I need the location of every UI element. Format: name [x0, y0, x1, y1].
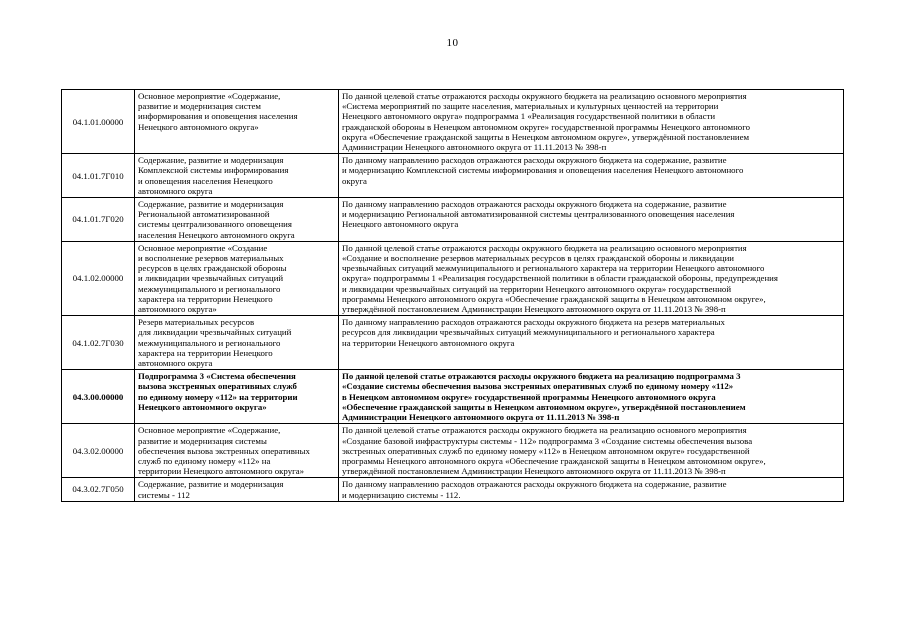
table-row — [62, 90, 844, 154]
table-row — [62, 478, 844, 501]
target-article-name: Основное мероприятие «Содержание, развитие и модернизация систем информирования и оповещения населения Ненецкого автономного округа» — [135, 90, 339, 154]
target-article-description: По данному направлению расходов отражаются расходы окружного бюджета на резерв материальных ресурсов для ликвидации чрезвычайных ситуаций межмуниципального и регионального характера на территории Ненецкого автономного округа — [339, 316, 844, 370]
target-article-description: По данной целевой статье отражаются расходы окружного бюджета на реализацию основного мероприятия «Система мероприятий по защите населения, материальных и культурных ценностей на территории Ненецкого автономного округа» подпрограмма 1 «Реализация государственной политики в области гражданской обороны в Ненецком автономном округе» государственной программы Ненецкого автономного округа «Обеспечение гражданской защиты в Ненецком автономном округе», утверждённой постановлением Администрации Ненецкого автономного округа от 11.11.2013 № 398-п — [339, 90, 844, 154]
target-article-description: По данному направлению расходов отражаются расходы окружного бюджета на содержание, развитие и модернизацию системы - 112. — [339, 478, 844, 501]
table-row — [62, 198, 844, 242]
target-article-code: 04.3.00.00000 — [62, 370, 135, 424]
table-row — [62, 316, 844, 370]
target-article-code: 04.1.01.7Г020 — [62, 198, 135, 242]
target-article-code: 04.1.02.7Г030 — [62, 316, 135, 370]
target-article-name: Содержание, развитие и модернизация Комплексной системы информирования и оповещения населения Ненецкого автономного округа — [135, 154, 339, 198]
target-article-code: 04.3.02.00000 — [62, 424, 135, 478]
budget-classification-table — [61, 89, 844, 502]
target-article-code: 04.3.02.7Г050 — [62, 478, 135, 501]
target-article-code: 04.1.01.7Г010 — [62, 154, 135, 198]
target-article-name: Основное мероприятие «Содержание, развитие и модернизация системы обеспечения вызова экстренных оперативных служб по единому номеру «112» на территории Ненецкого автономного округа» — [135, 424, 339, 478]
target-article-name: Подпрограмма 3 «Система обеспечения вызова экстренных оперативных служб по единому номеру «112» на территории Ненецкого автономного округа» — [135, 370, 339, 424]
target-article-code: 04.1.02.00000 — [62, 241, 135, 315]
target-article-name: Содержание, развитие и модернизация системы - 112 — [135, 478, 339, 501]
table-row — [62, 154, 844, 198]
target-article-description: По данной целевой статье отражаются расходы окружного бюджета на реализацию основного мероприятия «Создание и восполнение резервов материальных ресурсов в целях гражданской обороны и ликвидации чрезвычайных ситуаций межмуниципального и регионального характера на территории Ненецкого автономного округа» подпрограммы 1 «Реализация государственной политики в области гражданской обороны, предупреждения и ликвидации чрезвычайных ситуаций на территории Ненецкого автономного округа» государственной программы Ненецкого автономного округа «Обеспечение гражданской защиты в Ненецком автономном округе», утверждённой постановлением Администрации Ненецкого автономного округа от 11.11.2013 № 398-п — [339, 241, 844, 315]
table-row — [62, 424, 844, 478]
target-article-name: Резерв материальных ресурсов для ликвидации чрезвычайных ситуаций межмуниципального и регионального характера на территории Ненецкого автономного округа — [135, 316, 339, 370]
target-article-description: По данному направлению расходов отражаются расходы окружного бюджета на содержание, развитие и модернизацию Региональной автоматизированной системы централизованного оповещения населения Ненецкого автономного округа — [339, 198, 844, 242]
table-row — [62, 241, 844, 315]
target-article-description: По данной целевой статье отражаются расходы окружного бюджета на реализацию подпрограмма 3 «Создание системы обеспечения вызова экстренных оперативных служб по единому номеру «112» в Ненецком автономном округе» государственной программы Ненецкого автономного округа «Обеспечение гражданской защиты в Ненецком автономном округе», утверждённой постановлением Администрации Ненецкого автономного округа от 11.11.2013 № 398-п — [339, 370, 844, 424]
target-article-name: Содержание, развитие и модернизация Региональной автоматизированной системы централизованного оповещения населения Ненецкого автономного округа — [135, 198, 339, 242]
target-article-description: По данной целевой статье отражаются расходы окружного бюджета на реализацию основного мероприятия «Создание базовой инфраструктуры системы - 112» подпрограмма 3 «Создание системы обеспечения вызова экстренных оперативных служб по единому номеру «112» в Ненецком автономном округе» государственной программы Ненецкого автономного округа «Обеспечение гражданской защиты в Ненецком автономном округе», утверждённой постановлением Администрации Ненецкого автономного округа от 11.11.2013 № 398-п — [339, 424, 844, 478]
table-row-subprogram — [62, 370, 844, 424]
target-article-code: 04.1.01.00000 — [62, 90, 135, 154]
target-article-description: По данному направлению расходов отражаются расходы окружного бюджета на содержание, развитие и модернизацию Комплексной системы информирования и оповещения населения Ненецкого автономного округа — [339, 154, 844, 198]
target-article-name: Основное мероприятие «Создание и восполнение резервов материальных ресурсов в целях гражданской обороны и ликвидации чрезвычайных ситуаций межмуниципального и регионального характера на территории Ненецкого автономного округа» — [135, 241, 339, 315]
page-number: 10 — [446, 37, 459, 49]
